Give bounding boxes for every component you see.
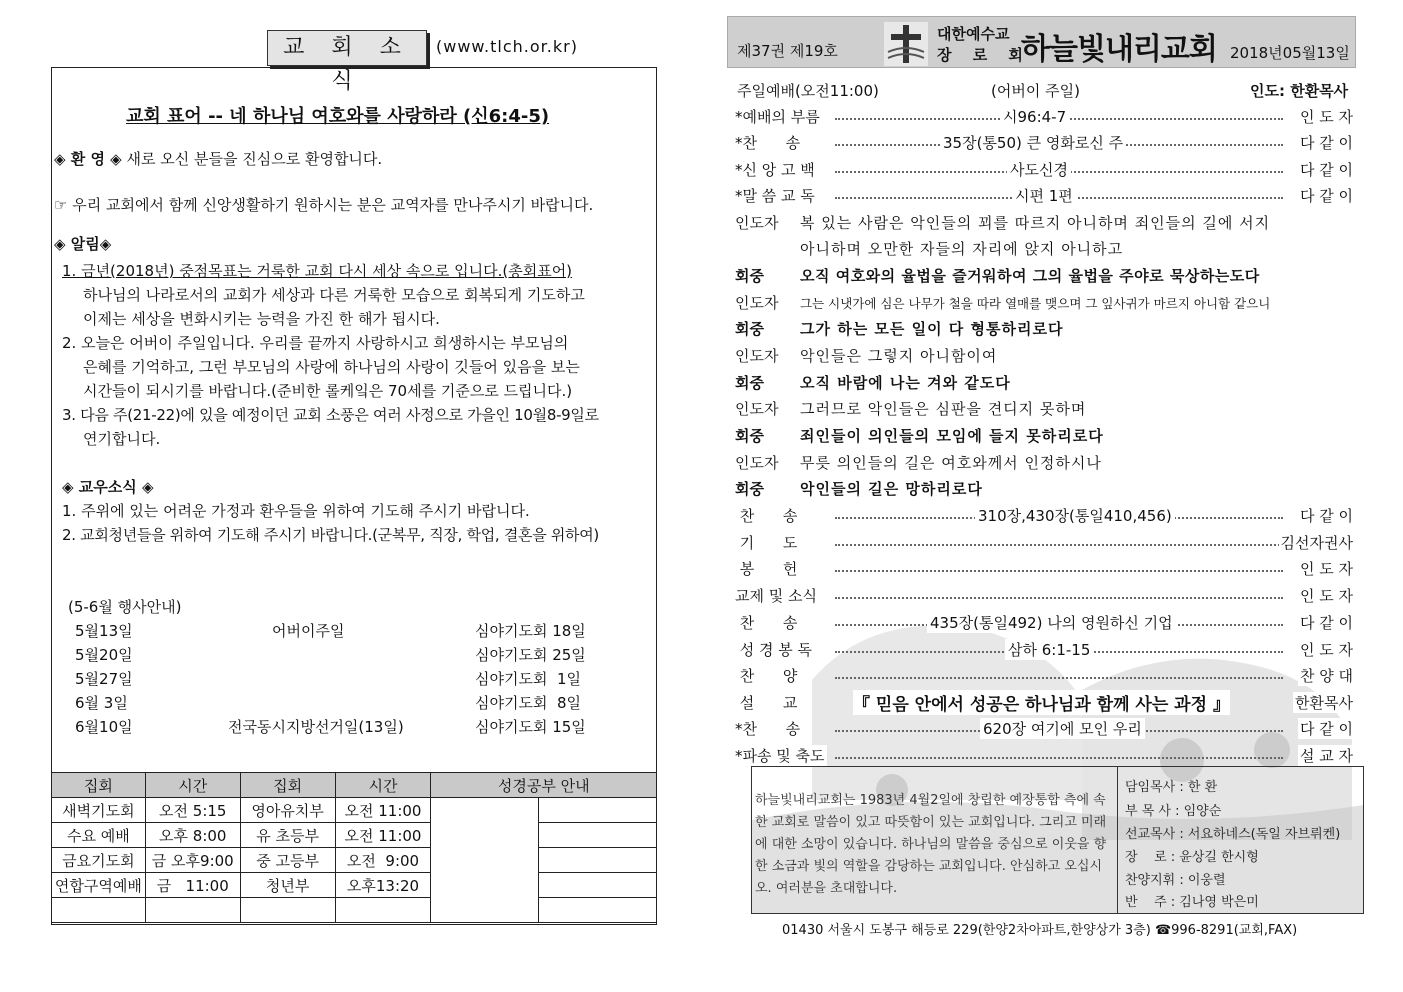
worship-order-item: [735, 532, 1353, 556]
reading-text: 악인들의 길은 망하리로다: [800, 480, 983, 498]
order-content: 시편 1편: [1012, 185, 1076, 206]
worship-order-item: [735, 558, 1353, 582]
order-who: 김선자권사: [1280, 534, 1353, 552]
order-label: *찬 송: [735, 720, 801, 738]
order-label: *예배의 부름: [735, 108, 820, 126]
order-label: 봉 헌: [735, 560, 798, 578]
table-cell: 오후 8:00: [145, 823, 240, 848]
worship-order-item: [735, 159, 1353, 183]
study-cell: [539, 898, 657, 923]
staff-line: 장 로 : 윤상길 한시형: [1125, 850, 1259, 865]
table-cell: 영아유치부: [240, 798, 335, 823]
table-cell: 오전 9:00: [335, 848, 431, 873]
column-header: 시간: [335, 773, 431, 798]
prayer-line: 1. 주위에 있는 어려운 가정과 환우들을 위하여 기도해 주시기 바랍니다.: [62, 502, 530, 520]
table-cell: [52, 898, 146, 923]
order-content: 시96:4-7: [1000, 106, 1069, 127]
staff-line: 담임목사 : 한 환: [1125, 780, 1218, 795]
reading-text: 죄인들이 의인들의 모임에 들지 못하리로다: [800, 427, 1104, 445]
sermon-title: 『 믿음 안에서 성공은 하나님과 함께 사는 과정 』: [853, 690, 1230, 715]
order-who: 설 교 자: [1299, 747, 1353, 765]
worship-order-item: [735, 185, 1353, 209]
table-cell: 연합구역예배: [52, 873, 146, 898]
service-leader: 인도: 한환목사: [1250, 82, 1349, 100]
reading-text: 오직 바람에 나는 겨와 같도다: [800, 374, 1011, 392]
table-row: [52, 848, 657, 873]
reading-text: 복 있는 사람은 악인들의 꾀를 따르지 아니하며 죄인들의 길에 서지: [800, 214, 1271, 232]
table-row: [52, 798, 657, 823]
study-cell: [539, 848, 657, 873]
reading-text: 그는 시냇가에 심은 나무가 철을 따라 열매를 맺으며 그 잎사귀가 마르지 아니함 같으니: [800, 296, 1271, 311]
staff-line: 반 주 : 김나영 박은미: [1125, 895, 1259, 910]
denomination-sub: 장 로 회: [937, 46, 1031, 64]
events-label: (5-6월 행사안내): [68, 598, 182, 616]
event-row: [75, 620, 595, 642]
order-label: *신 앙 고 백: [735, 161, 815, 179]
bulletin-date: 2018년05월13일: [1230, 44, 1350, 62]
church-motto: 교회 표어 -- 네 하나님 여호와를 사랑하라 (신6:4-5): [126, 106, 550, 127]
study-cell: [539, 823, 657, 848]
table-row: [52, 873, 657, 898]
notice-line: 3. 다음 주(21-22)에 있을 예정이던 교회 소풍은 여러 사정으로 가을인 10월8-9일로: [62, 406, 599, 424]
order-label: *찬 송: [735, 134, 801, 152]
table-cell: 청년부: [240, 873, 335, 898]
order-who: 인 도 자: [1299, 587, 1353, 605]
event-prayer: 심야기도회 25일: [475, 646, 586, 664]
table-cell: 금요기도회: [52, 848, 146, 873]
reading-speaker: 인도자: [735, 454, 779, 472]
info-divider: [1117, 766, 1118, 914]
reading-text: 그가 하는 모든 일이 다 형통하리로다: [800, 320, 1064, 338]
event-prayer: 심야기도회 18일: [475, 622, 586, 640]
table-cell: 금 오후9:00: [145, 848, 240, 873]
order-label: 찬 송: [735, 507, 798, 525]
order-who: 다 같 이: [1299, 614, 1353, 632]
table-cell: 중 고등부: [240, 848, 335, 873]
order-label: 성 경 봉 독: [735, 641, 813, 659]
table-cell: 오전 5:15: [145, 798, 240, 823]
order-who: 다 같 이: [1299, 187, 1353, 205]
table-cell: 금 11:00: [145, 873, 240, 898]
order-content: 35장(통50) 큰 영화로신 주: [940, 132, 1126, 153]
worship-order-item: [735, 665, 1353, 689]
table-row: [52, 898, 657, 923]
event-row: [75, 692, 595, 714]
reading-speaker: 회중: [735, 267, 764, 285]
staff-line: 부 목 사 : 임양순: [1125, 804, 1222, 819]
order-label: 교제 및 소식: [735, 587, 817, 605]
order-label: 찬 송: [735, 614, 798, 632]
column-header: 집회: [52, 773, 146, 798]
order-content: 삼하 6:1-15: [1005, 639, 1093, 660]
notice-line: 시간들이 되시기를 바랍니다.(준비한 롤케잌은 70세를 기준으로 드립니다.): [83, 382, 573, 400]
leader-dots: [835, 570, 1283, 572]
order-who: 인 도 자: [1299, 108, 1353, 126]
denomination: 대한예수교: [937, 25, 1010, 43]
order-who: 찬 양 대: [1299, 667, 1353, 685]
church-introduction: 하늘빛내리교회는 1983년 4월2일에 창립한 예장통합 측에 속한 교회로 말씀이 있고 따뜻함이 있는 교회입니다. 그리고 미래에 대한 소망이 있습니다. 하나님의 말씀을 중심으로 이웃을 향한 소금과 빛의 역할을 감당하는 교회입니다. 안심하고 오십시오. 여러분을 초대합니다.: [755, 793, 1107, 896]
worship-order-item: [735, 132, 1353, 156]
welcome-label: ◈ 환 영 ◈: [54, 150, 122, 168]
welcome-text: 새로 오신 분들을 진심으로 환영합니다.: [126, 150, 383, 168]
table-header-row: [52, 773, 657, 798]
reading-speaker: 회중: [735, 374, 764, 392]
church-name: 하늘빛내리교회: [1021, 32, 1217, 67]
order-label: 기 도: [735, 534, 798, 552]
news-heading: 교 회 소 식: [267, 30, 427, 66]
order-who: 한환목사: [1295, 694, 1353, 712]
order-label: *말 씀 교 독: [735, 187, 815, 205]
event-date: 5월27일: [75, 670, 133, 688]
event-prayer: 심야기도회 15일: [475, 718, 586, 736]
notice-line: 연기합니다.: [83, 430, 161, 448]
event-prayer: 심야기도회 1일: [475, 670, 582, 688]
order-who: 다 같 이: [1299, 161, 1353, 179]
worship-order-item: [735, 639, 1353, 663]
order-content: 435장(통일492) 나의 영원하신 기업: [927, 612, 1176, 633]
table-cell: 유 초등부: [240, 823, 335, 848]
volume-number: 제37권 제19호: [737, 42, 838, 60]
leader-dots: [835, 677, 1283, 679]
order-label: 찬 양: [735, 667, 798, 685]
notice-line: 2. 오늘은 어버이 주일입니다. 우리를 끝까지 사랑하시고 희생하시는 부모님의: [62, 334, 569, 352]
table-cell: 오후13:20: [335, 873, 431, 898]
event-date: 6월10일: [75, 718, 133, 736]
table-cell: 오전 11:00: [335, 823, 431, 848]
table-cell: 새벽기도회: [52, 798, 146, 823]
event-prayer: 심야기도회 8일: [475, 694, 582, 712]
leader-dots: [835, 544, 1283, 546]
study-cell: [539, 873, 657, 898]
welcome-note: ☞ 우리 교회에서 함께 신앙생활하기 원하시는 분은 교역자를 만나주시기 바랍니다.: [54, 196, 594, 214]
order-content: 620장 여기에 모인 우리: [980, 718, 1145, 739]
order-who: 인 도 자: [1299, 560, 1353, 578]
notice-line: 이제는 세상을 변화시키는 능력을 가진 한 해가 됩시다.: [83, 310, 440, 328]
order-label: 설 교: [735, 694, 798, 712]
reading-speaker: 인도자: [735, 400, 779, 418]
reading-speaker: 회중: [735, 480, 764, 498]
order-content: 사도신경: [1007, 159, 1071, 180]
worship-order-item: [735, 585, 1353, 609]
table-row: [52, 823, 657, 848]
event-row: [75, 668, 595, 690]
staff-line: 선교목사 : 서요하네스(독일 자브뤼켄): [1125, 827, 1341, 842]
reading-text: 무릇 의인들의 길은 여호와께서 인정하시나: [800, 454, 1102, 472]
reading-speaker: 회중: [735, 427, 764, 445]
table-cell: [335, 898, 431, 923]
reading-speaker: 인도자: [735, 214, 779, 232]
order-who: 인 도 자: [1299, 641, 1353, 659]
order-content: 310장,430장(통일410,456): [975, 505, 1175, 526]
event-name: 전국동시지방선거일(13일): [228, 718, 404, 736]
leader-dots: [835, 757, 1283, 759]
table-cell: 오전 11:00: [335, 798, 431, 823]
event-row: [75, 644, 595, 666]
reading-text: 아니하며 오만한 자들의 자리에 앉지 아니하고: [800, 240, 1124, 258]
notices-label: ◈ 알림◈: [54, 235, 112, 253]
event-name: 어버이주일: [272, 622, 345, 640]
notice-line: 하나님의 나라로서의 교회가 세상과 다른 거룩한 모습으로 회복되게 기도하고: [83, 286, 585, 304]
worship-order-item: [735, 612, 1353, 636]
table-cell: [145, 898, 240, 923]
column-header: 시간: [145, 773, 240, 798]
event-row: [75, 716, 595, 738]
church-address: 01430 서울시 도봉구 해등로 229(한양2차아파트,한양상가 3층) ☎996-8291(교회,FAX): [782, 923, 1298, 938]
order-who: 다 같 이: [1299, 720, 1353, 738]
order-label: *파송 및 축도: [735, 747, 825, 765]
notice-line: 1. 금년(2018년) 중점목표는 거룩한 교회 다시 세상 속으로 입니다.(총회표어): [62, 262, 573, 280]
reading-speaker: 인도자: [735, 347, 779, 365]
service-title: 주일예배(오전11:00): [737, 82, 879, 100]
staff-line: 찬양지휘 : 이웅렬: [1125, 873, 1226, 888]
reading-text: 악인들은 그렇지 아니함이여: [800, 347, 998, 365]
reading-speaker: 인도자: [735, 294, 779, 312]
reading-text: 그러므로 악인들은 심판을 견디지 못하며: [800, 400, 1087, 418]
leader-dots: [835, 597, 1283, 599]
order-who: 다 같 이: [1299, 134, 1353, 152]
welcome-section: [54, 148, 382, 169]
study-cell: [431, 798, 539, 923]
order-who: 다 같 이: [1299, 507, 1353, 525]
service-theme: (어버이 주일): [991, 82, 1080, 100]
table-cell: [240, 898, 335, 923]
event-date: 5월13일: [75, 622, 133, 640]
prayer-line: 2. 교회청년들을 위하여 기도해 주시기 바랍니다.(군복무, 직장, 학업, 결혼을 위하여): [62, 526, 599, 544]
reading-speaker: 회중: [735, 320, 764, 338]
website-url[interactable]: (www.tlch.or.kr): [436, 37, 578, 56]
notice-line: 은혜를 기억하고, 그런 부모님의 사랑에 하나님의 사랑이 깃들어 있음을 보는: [83, 358, 580, 376]
column-header: 집회: [240, 773, 335, 798]
study-cell: [539, 798, 657, 823]
table-cell: 수요 예배: [52, 823, 146, 848]
worship-order-item: [735, 718, 1353, 742]
worship-order-item: [735, 505, 1353, 529]
reading-text: 오직 여호와의 율법을 즐거워하여 그의 율법을 주야로 묵상하는도다: [800, 267, 1260, 285]
event-date: 6월 3일: [75, 694, 128, 712]
event-date: 5월20일: [75, 646, 133, 664]
service-times-table: [51, 772, 657, 923]
column-header: 성경공부 안내: [431, 773, 657, 798]
prayer-label: ◈ 교우소식 ◈: [62, 478, 154, 496]
worship-order-item: [735, 106, 1353, 130]
cross-logo-icon: [884, 22, 928, 66]
